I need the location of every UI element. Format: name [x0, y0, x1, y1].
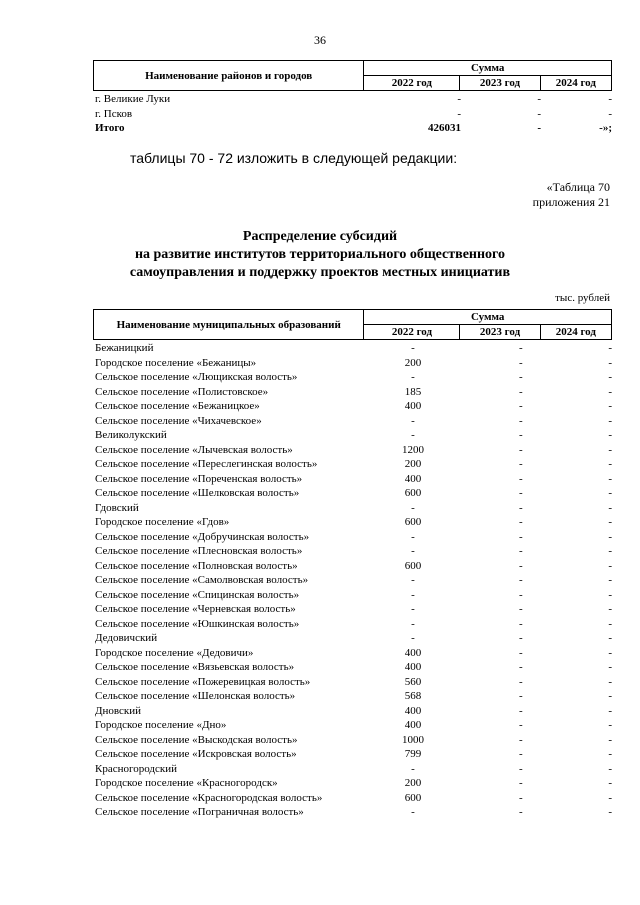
table-row — [93, 631, 612, 646]
row-value-2022: 200 — [404, 356, 422, 369]
row-value-2023: - — [519, 472, 523, 485]
row-name: Сельское поселение «Полновская волость» — [95, 559, 298, 572]
row-name: Сельское поселение «Пореченская волость» — [95, 472, 303, 485]
row-value-2024: - — [608, 458, 612, 470]
table-row — [93, 530, 612, 545]
table-row — [93, 443, 612, 458]
top-table-header — [93, 60, 612, 91]
table-row — [93, 559, 612, 574]
row-name: Сельское поселение «Искровская волость» — [95, 748, 297, 760]
table-row — [93, 791, 612, 806]
row-value-2022: - — [411, 574, 415, 586]
row-value-2022: - — [411, 588, 415, 601]
row-value-2023: - — [519, 617, 523, 630]
row-value-2023: - — [519, 661, 523, 673]
row-name: Городское поселение «Бежаницы» — [95, 356, 257, 369]
table-row — [93, 747, 612, 762]
row-value-2023: - — [519, 675, 523, 688]
row-value-2024: - — [608, 429, 612, 441]
table-row — [93, 486, 612, 501]
row-value-2024: - — [608, 733, 612, 746]
row-value-2024: - — [608, 675, 612, 688]
row-name: Итого — [95, 122, 125, 134]
table-row — [93, 646, 612, 661]
table-reference — [533, 180, 610, 210]
row-value-2024: - — [608, 690, 612, 702]
row-value-2022: - — [411, 342, 415, 354]
row-name: Городское поселение «Дедовичи» — [95, 646, 254, 659]
amendment-instruction: таблицы 70 - 72 изложить в следующей редакции: — [130, 150, 458, 166]
row-value-2022: - — [411, 545, 415, 557]
table-row — [93, 385, 612, 400]
row-value-2022: 200 — [404, 458, 422, 470]
row-name: Сельское поселение «Красногородская волость» — [95, 791, 323, 804]
top-table-sum-header: Сумма — [364, 61, 612, 76]
row-name: Сельское поселение «Черневская волость» — [95, 603, 296, 615]
row-value-2023: - — [519, 719, 523, 731]
row-value-2024: - — [608, 443, 612, 456]
row-value-2022: - — [411, 617, 415, 630]
row-value-2023: - — [519, 574, 523, 586]
row-value-2022: 799 — [404, 748, 422, 760]
row-value-2022: 600 — [404, 559, 422, 572]
table-row — [93, 588, 612, 603]
table-row — [93, 428, 612, 443]
table-row — [93, 704, 612, 719]
row-value-2023: - — [519, 704, 523, 717]
row-name: Сельское поселение «Шелковская волость» — [95, 487, 300, 499]
table-row — [93, 762, 612, 777]
row-value-2022: 400 — [404, 472, 422, 485]
row-value-2023: - — [519, 443, 523, 456]
row-value-2023: - — [519, 400, 523, 412]
row-name: Городское поселение «Гдов» — [95, 516, 230, 528]
table-row — [93, 356, 612, 371]
row-value-2022: - — [411, 501, 415, 514]
table-row — [93, 660, 612, 675]
row-value-2023: - — [519, 516, 523, 528]
row-name: г. Псков — [95, 107, 133, 120]
main-table-year-2022: 2022 год — [364, 325, 460, 340]
table-row — [93, 617, 612, 632]
row-value-2022: 400 — [404, 646, 422, 659]
row-name: Городское поселение «Дно» — [95, 719, 227, 731]
units-label: тыс. рублей — [555, 292, 610, 304]
row-value-2023: - — [519, 733, 523, 746]
row-name: Сельское поселение «Бежаницкое» — [95, 400, 260, 412]
table-row — [93, 107, 612, 122]
row-name: Сельское поселение «Самолвовская волость» — [95, 574, 309, 586]
top-table-year-2022: 2022 год — [364, 76, 460, 91]
row-value-2022: 400 — [404, 400, 422, 412]
row-value-2022: 1000 — [402, 733, 424, 746]
row-value-2022: 600 — [404, 516, 422, 528]
row-value-2024: - — [608, 385, 612, 398]
row-value-2022: - — [411, 806, 415, 818]
row-value-2024: - — [608, 501, 612, 514]
row-value-2023: - — [519, 603, 523, 615]
row-value-2024: - — [608, 661, 612, 673]
row-value-2024: - — [608, 93, 612, 105]
row-value-2023: - — [519, 777, 523, 789]
row-name: Сельское поселение «Спицинская волость» — [95, 588, 300, 601]
table-reference-line: «Таблица 70 — [546, 180, 610, 194]
row-value-2022: 426031 — [428, 122, 461, 134]
row-value-2024: - — [608, 545, 612, 557]
top-table-year-2024: 2024 год — [540, 76, 611, 91]
row-value-2023: - — [519, 806, 523, 818]
row-value-2023: - — [519, 501, 523, 514]
row-value-2024: - — [608, 574, 612, 586]
row-value-2022: - — [411, 429, 415, 441]
table-reference-line: приложения 21 — [532, 195, 610, 209]
main-table-sum-header: Сумма — [364, 310, 612, 325]
row-value-2023: - — [519, 429, 523, 441]
table-row — [93, 399, 612, 414]
table-row — [93, 675, 612, 690]
row-value-2024: - — [608, 400, 612, 412]
row-name: Сельское поселение «Плесновская волость» — [95, 545, 303, 557]
row-value-2024: - — [608, 414, 612, 427]
row-value-2024: - — [608, 806, 612, 818]
row-value-2022: 400 — [404, 719, 422, 731]
row-value-2024: - — [608, 719, 612, 731]
table-row — [93, 805, 612, 820]
row-value-2024: - — [608, 107, 612, 120]
table-row — [93, 457, 612, 472]
table-row — [93, 689, 612, 704]
table-row — [93, 472, 612, 487]
row-value-2024: - — [608, 603, 612, 615]
table-row — [93, 370, 612, 385]
row-value-2023: - — [519, 646, 523, 659]
row-value-2023: - — [519, 690, 523, 702]
row-value-2024: - — [608, 472, 612, 485]
row-name: Сельское поселение «Шелонская волость» — [95, 690, 296, 702]
row-value-2024: - — [608, 791, 612, 804]
row-value-2023: - — [519, 545, 523, 557]
row-value-2023: - — [519, 791, 523, 804]
row-value-2023: - — [519, 385, 523, 398]
row-value-2022: - — [411, 371, 415, 383]
row-value-2024: - — [608, 356, 612, 369]
row-value-2024: - — [608, 487, 612, 499]
main-table-year-2023: 2023 год — [460, 325, 540, 340]
title-line: самоуправления и поддержку проектов местных инициатив — [129, 265, 511, 280]
table-row — [93, 776, 612, 791]
row-name: Сельское поселение «Вязьевская волость» — [95, 661, 295, 673]
row-value-2023: - — [519, 762, 523, 775]
row-value-2023: - — [519, 371, 523, 383]
row-value-2022: 568 — [404, 690, 422, 702]
row-value-2023: - — [519, 458, 523, 470]
table-row — [93, 544, 612, 559]
row-name: Сельское поселение «Полистовское» — [95, 385, 269, 398]
row-value-2024: - — [608, 704, 612, 717]
total-row — [93, 121, 612, 136]
main-table-year-2024: 2024 год — [540, 325, 611, 340]
row-value-2023: - — [519, 588, 523, 601]
table-row — [93, 718, 612, 733]
row-name: Бежаницкий — [95, 342, 154, 354]
row-value-2024: - — [608, 748, 612, 760]
row-value-2023: - — [519, 342, 523, 354]
table-row — [93, 733, 612, 748]
title-line: Распределение субсидий — [242, 229, 398, 244]
row-value-2024: - — [608, 617, 612, 630]
row-name: Сельское поселение «Выскодская волость» — [95, 733, 298, 746]
row-value-2022: 400 — [404, 704, 422, 717]
row-name: Сельское поселение «Лычевская волость» — [95, 443, 293, 456]
row-name: Сельское поселение «Пограничная волость» — [95, 806, 304, 818]
row-value-2022: 400 — [404, 661, 422, 673]
top-table-body — [93, 92, 612, 136]
row-name: Красногородский — [95, 762, 178, 775]
row-value-2023: - — [537, 107, 541, 120]
table-row — [93, 602, 612, 617]
row-name: г. Великие Луки — [95, 93, 171, 105]
row-name: Великолукский — [95, 429, 167, 441]
row-name: Сельское поселение «Юшкинская волость» — [95, 617, 300, 630]
row-value-2024: - — [608, 762, 612, 775]
row-value-2023: - — [519, 356, 523, 369]
row-value-2023: - — [519, 487, 523, 499]
row-value-2024: - — [608, 777, 612, 789]
main-table-body — [93, 341, 612, 820]
table-row — [93, 501, 612, 516]
row-value-2023: - — [537, 122, 541, 134]
row-value-2022: 600 — [404, 487, 422, 499]
row-value-2022: 560 — [404, 675, 422, 688]
row-value-2024: - — [608, 559, 612, 572]
row-name: Дедовичский — [95, 632, 158, 644]
main-table-header — [93, 309, 612, 340]
table-title — [0, 228, 640, 282]
row-value-2024: - — [608, 342, 612, 354]
row-value-2022: - — [411, 530, 415, 543]
row-value-2023: - — [519, 530, 523, 543]
row-name: Дновский — [95, 704, 142, 717]
table-row — [93, 515, 612, 530]
row-value-2024: - — [608, 588, 612, 601]
row-value-2022: - — [411, 414, 415, 427]
row-value-2023: - — [519, 414, 523, 427]
row-value-2023: - — [519, 559, 523, 572]
row-value-2024: - — [608, 516, 612, 528]
table-row — [93, 341, 612, 356]
top-table-name-header: Наименование районов и городов — [94, 61, 364, 91]
table-row — [93, 92, 612, 107]
main-table-name-header: Наименование муниципальных образований — [94, 310, 364, 340]
row-value-2022: - — [411, 632, 415, 644]
row-value-2024: - — [608, 646, 612, 659]
row-value-2022: - — [411, 603, 415, 615]
row-value-2022: 185 — [404, 385, 422, 398]
row-value-2024: -»; — [599, 122, 612, 134]
top-table-year-2023: 2023 год — [460, 76, 540, 91]
row-name: Городское поселение «Красногородск» — [95, 777, 278, 789]
row-name: Сельское поселение «Пожеревицкая волость» — [95, 675, 311, 688]
row-value-2022: 600 — [404, 791, 422, 804]
row-value-2023: - — [537, 93, 541, 105]
row-value-2022: 200 — [404, 777, 422, 789]
row-value-2022: 1200 — [402, 443, 424, 456]
row-value-2022: - — [411, 762, 415, 775]
row-name: Сельское поселение «Переслегинская волость» — [95, 458, 318, 470]
page-number: 36 — [314, 33, 326, 47]
row-name: Гдовский — [95, 501, 139, 514]
title-line: на развитие институтов территориального общественного — [134, 247, 506, 262]
row-value-2023: - — [519, 748, 523, 760]
row-value-2022: - — [457, 93, 461, 105]
row-value-2022: - — [457, 107, 461, 120]
table-row — [93, 573, 612, 588]
row-name: Сельское поселение «Добручинская волость» — [95, 530, 310, 543]
table-row — [93, 414, 612, 429]
row-value-2023: - — [519, 632, 523, 644]
row-value-2024: - — [608, 371, 612, 383]
row-name: Сельское поселение «Лющикская волость» — [95, 371, 298, 383]
row-name: Сельское поселение «Чихачевское» — [95, 414, 262, 427]
row-value-2024: - — [608, 530, 612, 543]
row-value-2024: - — [608, 632, 612, 644]
